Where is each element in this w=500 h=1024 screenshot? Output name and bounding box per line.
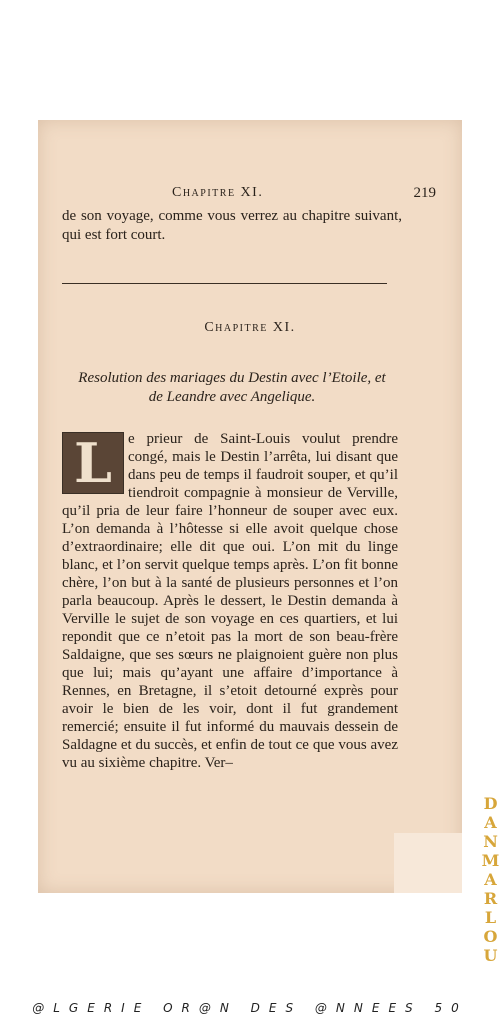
- chapter-divider-rule: [62, 283, 387, 284]
- body-paragraph: e prieur de Saint-Louis voulut prendre congé, mais le Destin l’arrêta, lui disant que dans peu de temps il faudroit souper, et qu’il tiendroit compagnie à monsieur de Verville, qu’il pria de leur faire l’honneur de souper avec eux. L’on demanda à l’hôtesse si elle avoit quelque chose d’extraordinaire; elle dit que oui. L’on mit du linge blanc, et l’on servit quelque temps après. L’on fit bonne chère, l’on but à la santé de plusieurs personnes et l’on parla beaucoup. Après le dessert, le Destin demanda à Verville le sujet de son voyage en ces quartiers, et lui repondit que ce n’etoit pas la mort de son beau-frère Saldaigne, que ses sœurs ne plaignoient guère non plus que lui; mais qu’ayant une affaire d’importance à Rennes, en Bretagne, il s’etoit detourné exprès pour avoir le bien de les voir, dont il fut grandement remercié; ensuite il fut informé du mauvais dessein de Saldagne et du succès, et enfin de tout ce que vous avez vu au sixième chapitre. Ver–: [62, 431, 398, 771]
- carry-over-text: de son voyage, comme vous verrez au chapitre suivant, qui est fort court.: [62, 208, 402, 243]
- chapter-summary: Resolution des mariages du Destin avec l’Etoile, et de Leandre avec Angelique.: [78, 370, 386, 405]
- footer-banner: @LGERIE OR@N DES @NNEES 50: [32, 1001, 468, 1015]
- page-number: 219: [413, 185, 436, 201]
- running-head: [38, 185, 462, 205]
- chapter-body: [62, 430, 398, 772]
- watermark: DANMARLOU: [481, 794, 500, 965]
- scanned-page: [38, 120, 462, 893]
- drop-cap-ornament: [62, 432, 124, 494]
- drop-cap-letter: L: [74, 431, 112, 495]
- running-head-chapter: Chapitre XI.: [172, 185, 264, 200]
- chapter-title: Chapitre XI.: [204, 320, 296, 335]
